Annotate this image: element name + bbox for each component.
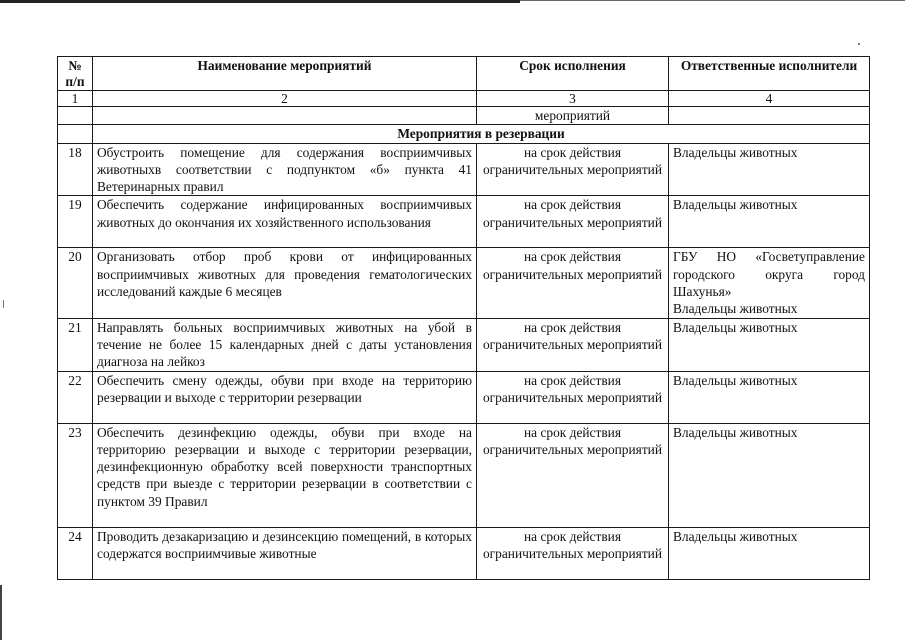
header-num: № п/п <box>58 57 93 91</box>
measure-deadline: на срок действия ограничительных мероприятий <box>477 196 669 248</box>
table-row <box>58 248 870 318</box>
responsible-line: Владельцы животных <box>673 197 798 213</box>
scan-edge-left <box>0 585 2 640</box>
measure-name: Проводить дезакаризацию и дезинсекцию помещений, в которых содержатся восприимчивые животные <box>93 527 477 579</box>
measure-deadline: на срок действия ограничительных мероприятий <box>477 371 669 423</box>
header-name: Наименование мероприятий <box>93 57 477 91</box>
table-row <box>58 318 870 371</box>
header-responsible: Ответственные исполнители <box>669 57 870 91</box>
measure-responsible <box>669 196 870 248</box>
measure-deadline: на срок действия ограничительных мероприятий <box>477 248 669 318</box>
scan-edge-top <box>0 0 520 3</box>
measure-responsible <box>669 318 870 371</box>
header-row <box>58 57 870 91</box>
responsible-line: Владельцы животных <box>673 319 798 335</box>
measure-name: Обеспечить смену одежды, обуви при входе на территорию резервации и выходе с территории резервации <box>93 371 477 423</box>
responsible-line: Владельцы животных <box>673 424 798 440</box>
column-number: 2 <box>93 91 477 107</box>
column-number: 4 <box>669 91 870 107</box>
row-number: 18 <box>58 143 93 196</box>
scan-speck <box>858 43 860 45</box>
measure-responsible <box>669 423 870 527</box>
table-row <box>58 196 870 248</box>
row-number: 23 <box>58 423 93 527</box>
measure-deadline: на срок действия ограничительных мероприятий <box>477 318 669 371</box>
measure-name: Направлять больных восприимчивых животных на убой в течение не более 15 календарных дней с даты установления диагноза на лейкоз <box>93 318 477 371</box>
table-row <box>58 527 870 579</box>
row-number: 20 <box>58 248 93 318</box>
measure-name: Обеспечить содержание инфицированных восприимчивых животных до окончания их хозяйственного использования <box>93 196 477 248</box>
section-title: Мероприятия в резервации <box>93 125 870 143</box>
column-number: 1 <box>58 91 93 107</box>
scan-speck <box>3 300 4 308</box>
measure-responsible <box>669 143 870 196</box>
measure-name: Обеспечить дезинфекцию одежды, обуви при входе на территорию резервации и выходе с территории резервации, дезинфекционную обработку всей поверхности транспортных средств при выезде с территории резервации в соответствии с пунктом 39 Правил <box>93 423 477 527</box>
table-row <box>58 371 870 423</box>
table-row <box>58 143 870 196</box>
responsible-line: Владельцы животных <box>673 301 798 317</box>
responsible-line: Шахунья» <box>673 284 732 300</box>
responsible-line: Владельцы животных <box>673 144 798 160</box>
measure-name: Обустроить помещение для содержания восприимчивых животныхв соответствии с подпунктом «б» пункта 41 Ветеринарных правил <box>93 143 477 196</box>
responsible-line: городского округа город <box>673 266 865 282</box>
responsible-line: Владельцы животных <box>673 528 798 544</box>
measure-deadline: на срок действия ограничительных мероприятий <box>477 527 669 579</box>
continuation-deadline: мероприятий <box>477 107 669 125</box>
responsible-line: Владельцы животных <box>673 372 798 388</box>
column-number: 3 <box>477 91 669 107</box>
column-number-row <box>58 91 870 107</box>
header-deadline: Срок исполнения <box>477 57 669 91</box>
measure-name: Организовать отбор проб крови от инфицированных восприимчивых животных для проведения гематологических исследований каждые 6 месяцев <box>93 248 477 318</box>
measure-responsible <box>669 527 870 579</box>
row-number: 21 <box>58 318 93 371</box>
continuation-row <box>58 107 870 125</box>
section-row <box>58 125 870 143</box>
row-number: 22 <box>58 371 93 423</box>
row-number: 24 <box>58 527 93 579</box>
table-row <box>58 423 870 527</box>
scan-edge-top-thin <box>520 0 905 1</box>
row-number: 19 <box>58 196 93 248</box>
measure-responsible <box>669 248 870 318</box>
measure-deadline: на срок действия ограничительных мероприятий <box>477 423 669 527</box>
responsible-line: ГБУ НО «Госветуправление <box>673 249 865 265</box>
measure-responsible <box>669 371 870 423</box>
measures-table <box>57 56 870 580</box>
measure-deadline: на срок действия ограничительных мероприятий <box>477 143 669 196</box>
